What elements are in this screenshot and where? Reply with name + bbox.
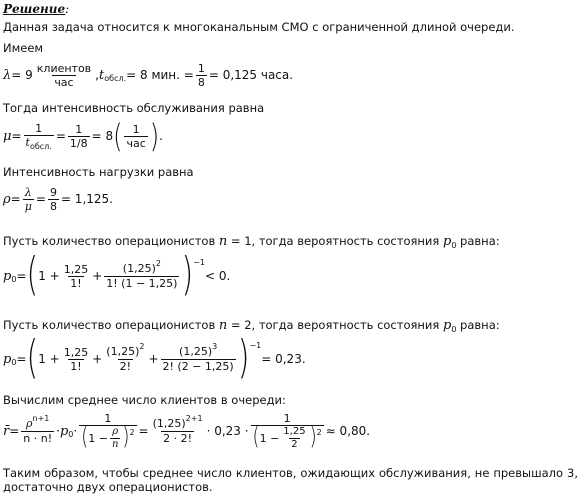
result: < 0.	[205, 269, 231, 283]
p-subscript: 0	[11, 357, 17, 367]
equals: =	[11, 129, 22, 143]
term-1-fraction	[62, 346, 91, 373]
fraction-numerator: 1	[132, 122, 140, 136]
numerator-base: (1,25)	[122, 262, 156, 275]
fraction-numerator: клиентов	[36, 61, 92, 75]
numerator-exponent: 3	[212, 342, 218, 351]
numerator-base: (1,25)	[106, 345, 140, 358]
solution-heading: Решение	[3, 2, 66, 16]
equals: =	[16, 269, 27, 283]
left-paren: (	[26, 249, 39, 302]
case-text-part: равна:	[456, 318, 500, 332]
right-paren: )	[237, 332, 250, 385]
numerator-base: ρ	[26, 417, 33, 430]
fraction-denominator: 8	[197, 75, 205, 89]
fraction-numerator	[151, 414, 205, 431]
fraction-denominator: час	[126, 136, 146, 150]
exponent: −1	[249, 340, 262, 350]
denominator-text: 1 −	[88, 431, 108, 445]
rho-over-n-fraction	[110, 426, 120, 451]
term-2-fraction	[104, 259, 179, 290]
fraction-denominator: n · n!	[23, 432, 53, 445]
p-symbol: p	[442, 234, 452, 249]
given-label: Имеем	[3, 41, 44, 55]
fraction-denominator: 2 · 2!	[163, 432, 193, 445]
left-paren: (	[252, 423, 260, 452]
right-paren: )	[181, 249, 194, 302]
fraction-numerator	[121, 259, 163, 276]
left-paren: (	[81, 423, 89, 452]
term-3-fraction	[161, 342, 236, 373]
nine-eighths-fraction	[48, 186, 59, 213]
equation-lambda	[3, 58, 293, 92]
mu-value: = 8	[91, 129, 114, 143]
fraction-denominator: час	[54, 75, 74, 89]
result: = 0,23.	[261, 352, 306, 366]
numerator-base: (1,25)	[152, 417, 186, 430]
period: .	[159, 129, 163, 143]
denominator-exponent: 2	[129, 427, 135, 437]
case-text-part: , тогда вероятность состояния	[251, 234, 443, 248]
fraction-numerator: 1	[104, 411, 112, 425]
plus: +	[92, 269, 103, 283]
mu-fraction-2	[68, 123, 90, 150]
case-n1-text	[3, 234, 500, 250]
n-value: = 1	[227, 234, 252, 248]
fraction-numerator: 1	[197, 61, 205, 75]
equals: =	[55, 129, 66, 143]
right-paren: )	[122, 423, 130, 452]
p-symbol: p	[3, 268, 12, 284]
denominator-exponent: 2	[316, 427, 322, 437]
fraction-numerator: 1	[283, 411, 291, 425]
fraction-numerator: 1,25	[283, 425, 306, 437]
right-paren: )	[149, 117, 160, 155]
mu-symbol: μ	[3, 128, 12, 144]
fraction-denominator: 2! (2 − 1,25)	[162, 360, 234, 373]
fraction-numerator: 1	[35, 122, 43, 135]
p-symbol: p	[3, 351, 12, 367]
load-intensity-label: Интенсивность нагрузки равна	[3, 165, 194, 179]
right-paren: )	[309, 423, 317, 452]
rho-value: = 1,125.	[60, 192, 113, 206]
equals: =	[10, 192, 21, 206]
case-text-part: равна:	[456, 234, 500, 248]
fraction-denominator: μ	[24, 199, 32, 213]
case-text-part: , тогда вероятность состояния	[251, 318, 443, 332]
equation-p0-n1	[3, 249, 231, 302]
p-subscript: 0	[11, 274, 17, 284]
fraction-denominator: 1!	[70, 359, 82, 373]
ratio-fraction	[281, 426, 307, 451]
middle-factor: · 0,23 ·	[206, 424, 249, 438]
fraction-denominator: 1!	[70, 276, 82, 290]
t-subscript: обсл.	[29, 142, 52, 151]
queue-length-label: Вычислим среднее число клиентов в очереди:	[3, 393, 286, 407]
case-n2-text	[3, 318, 500, 334]
r-bar-symbol: r̄	[3, 423, 10, 439]
numerator-exponent: 2	[139, 342, 145, 351]
case-text-part: Пусть количество операционистов	[3, 318, 219, 332]
denominator-text: 1 −	[259, 431, 280, 445]
numerator-exponent: 2+1	[185, 414, 203, 423]
service-intensity-label: Тогда интенсивность обслуживания равна	[3, 101, 265, 115]
t-symbol: t	[25, 136, 30, 149]
mu-fraction-1	[24, 122, 54, 150]
p-symbol: p	[59, 423, 69, 439]
conclusion-text: Таким образом, чтобы среднее число клиентов, ожидающих обслуживания, не превышало 3, достаточно двух операционистов.	[3, 466, 578, 494]
fraction-numerator: 9	[49, 185, 57, 199]
p-subscript: 0	[68, 429, 74, 439]
equals: =	[35, 192, 46, 206]
equation-queue-length	[3, 407, 370, 455]
fraction-denominator	[79, 425, 136, 451]
fraction-denominator: 1! (1 − 1,25)	[106, 277, 178, 290]
fraction-denominator: 1/8	[69, 136, 88, 150]
numerator-exponent: 2	[155, 259, 161, 268]
rho-symbol: ρ	[3, 191, 11, 207]
exponent: −1	[193, 257, 205, 267]
fraction-numerator: 1,25	[63, 345, 89, 359]
lambda-symbol: λ	[3, 67, 12, 83]
equation-rho	[3, 182, 113, 216]
p-symbol: p	[442, 318, 452, 333]
solution-heading-line	[3, 2, 69, 16]
fraction-numerator: 1,25	[63, 262, 89, 276]
t-symbol: t	[99, 67, 105, 83]
fraction-denominator: 8	[49, 199, 57, 213]
fraction-denominator: n	[111, 438, 119, 450]
dot: ·	[73, 424, 78, 438]
dot: ·	[56, 424, 60, 438]
equation-mu	[3, 118, 163, 154]
n-symbol: n	[218, 318, 228, 333]
equation-p0-n2	[3, 332, 306, 385]
fraction-denominator: 2	[291, 438, 298, 450]
numerator-base: (1,25)	[179, 345, 213, 358]
p-subscript: 0	[451, 241, 457, 250]
one-eighth-fraction	[196, 62, 207, 89]
result: ≈ 0,80.	[325, 424, 371, 438]
service-time-hours: = 0,125 часа.	[208, 68, 294, 82]
left-paren: (	[26, 332, 39, 385]
n-value: = 2	[227, 318, 252, 332]
p-subscript: 0	[451, 325, 457, 334]
plus: +	[148, 352, 159, 366]
rho-power-fraction	[21, 414, 54, 445]
lambda-value: = 9	[11, 68, 33, 82]
term-2-fraction	[104, 342, 146, 373]
fraction-numerator: 1	[75, 122, 83, 136]
equals: =	[9, 424, 20, 438]
service-time-value: = 8 мин. =	[126, 68, 194, 82]
fraction-denominator	[24, 135, 54, 150]
plus: +	[92, 352, 103, 366]
clients-per-hour-fraction	[35, 62, 93, 89]
equals: =	[16, 352, 27, 366]
problem-statement: Данная задача относится к многоканальным СМО с ограниченной длиной очереди.	[3, 20, 515, 34]
fraction-denominator: 2!	[119, 360, 132, 373]
fraction-denominator	[251, 425, 324, 451]
comma: ,	[95, 68, 99, 82]
fraction-numerator	[24, 414, 51, 431]
left-paren: (	[113, 117, 123, 155]
one-plus: 1 +	[38, 269, 60, 283]
numeric-power-fraction	[151, 414, 205, 445]
per-hour-fraction	[124, 123, 147, 150]
equals: =	[138, 424, 149, 438]
case-text-part: Пусть количество операционистов	[3, 234, 219, 248]
lambda-over-mu-fraction	[23, 186, 34, 213]
one-plus: 1 +	[38, 352, 60, 366]
solution-heading-colon: :	[65, 2, 70, 16]
fraction-numerator	[177, 342, 219, 359]
term-1-fraction	[62, 263, 91, 290]
fraction-numerator: λ	[24, 185, 32, 199]
fraction-numerator	[104, 342, 146, 359]
one-over-square-fraction	[79, 412, 136, 451]
t-subscript: обсл.	[104, 73, 127, 83]
numeric-one-over-square-fraction	[251, 412, 324, 451]
n-symbol: n	[218, 234, 228, 249]
fraction-numerator: ρ	[112, 425, 119, 437]
numerator-exponent: n+1	[32, 414, 50, 423]
